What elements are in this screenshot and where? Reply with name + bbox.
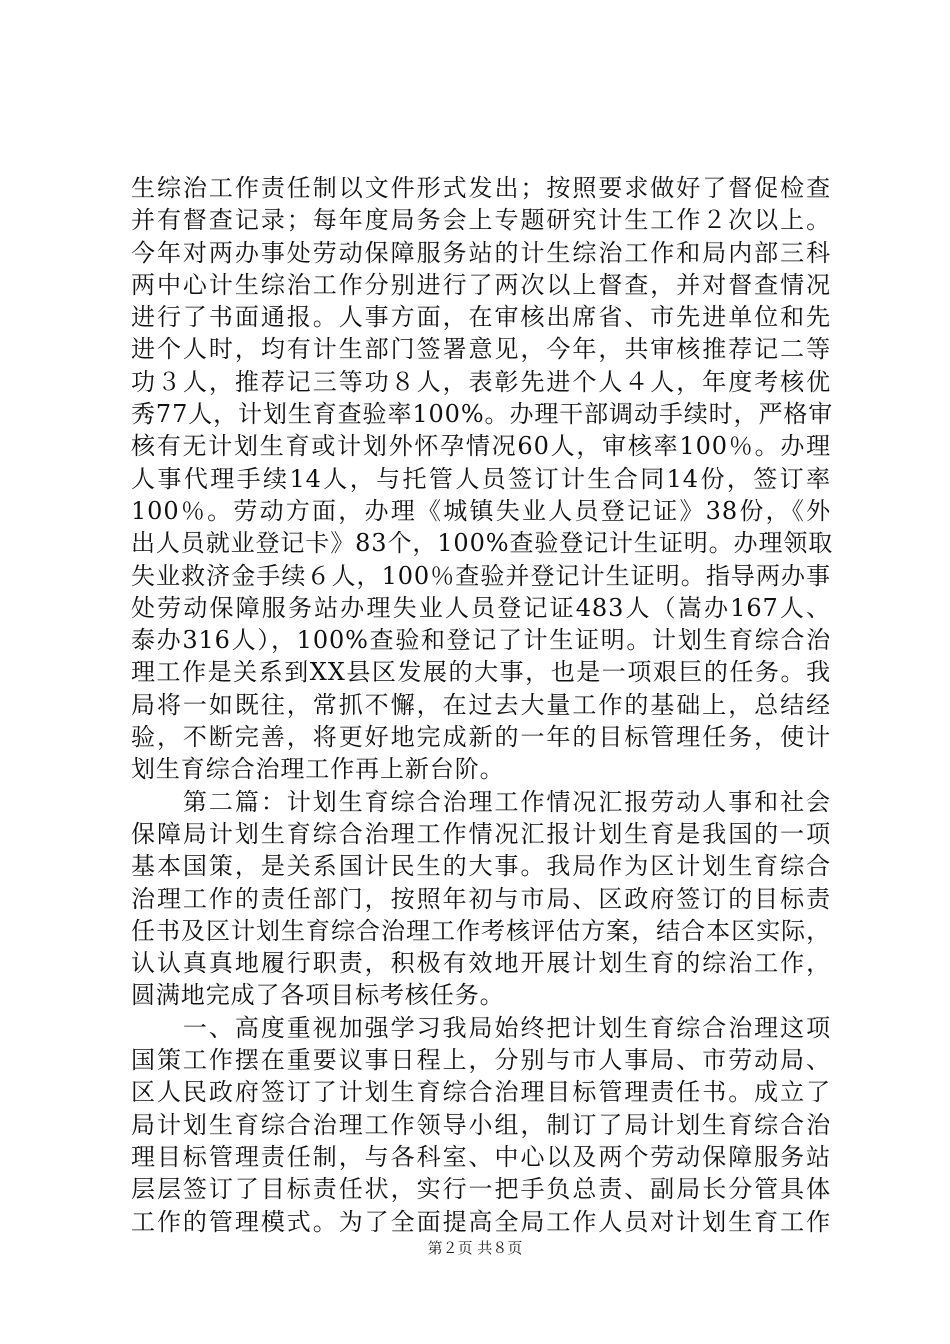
text-line: 两中心计生综治工作分别进行了两次以上督查，并对督查情况 xyxy=(131,270,831,299)
text-line: 基本国策，是关系国计民生的大事。我局作为区计划生育综合 xyxy=(131,852,831,881)
text-line: 任书及区计划生育综合治理工作考核评估方案，结合本区实际， xyxy=(131,916,831,945)
text-line: 工作的管理模式。为了全面提高全局工作人员对计划生育工作 xyxy=(131,1207,831,1236)
text-line: 认认真真地履行职责，积极有效地开展计划生育的综治工作， xyxy=(131,949,831,978)
text-line: 人事代理手续14人，与托管人员签订计生合同14份，签订率 xyxy=(131,464,831,493)
text-line: 层层签订了目标责任状，实行一把手负总责、副局长分管具体 xyxy=(131,1175,831,1204)
text-line: 处劳动保障服务站办理失业人员登记证483人（嵩办167人、 xyxy=(131,593,831,622)
text-line: 一、高度重视加强学习我局始终把计划生育综合治理这项 xyxy=(131,1013,831,1042)
text-line: 秀77人，计划生育查验率100%。办理干部调动手续时，严格审 xyxy=(131,400,834,429)
text-line: 局将一如既往，常抓不懈，在过去大量工作的基础上，总结经 xyxy=(131,690,831,719)
text-line: 进个人时，均有计生部门签署意见，今年，共审核推荐记二等 xyxy=(131,335,831,364)
text-line: 功３人，推荐记三等功８人，表彰先进个人４人，年度考核优 xyxy=(131,367,831,396)
text-line: 理工作是关系到XX县区发展的大事，也是一项艰巨的任务。我 xyxy=(131,658,831,687)
text-line: 今年对两办事处劳动保障服务站的计生综治工作和局内部三科 xyxy=(131,238,831,267)
text-line: 理目标管理责任制，与各科室、中心以及两个劳动保障服务站 xyxy=(131,1142,831,1171)
text-line: 100％。劳动方面，办理《城镇失业人员登记证》38份，《外 xyxy=(131,496,831,525)
text-line: 出人员就业登记卡》83个，100%查验登记计生证明。办理领取 xyxy=(131,529,834,558)
text-line: 第二篇：计划生育综合治理工作情况汇报劳动人事和社会 xyxy=(131,787,831,816)
text-line: 生综治工作责任制以文件形式发出；按照要求做好了督促检查 xyxy=(131,174,831,202)
text-line: 圆满地完成了各项目标考核任务。 xyxy=(131,981,505,1010)
text-line: 并有督查记录；每年度局务会上专题研究计生工作２次以上。 xyxy=(131,206,831,235)
text-line: 泰办316人），100%查验和登记了计生证明。计划生育综合治 xyxy=(131,626,831,655)
text-line: 保障局计划生育综合治理工作情况汇报计划生育是我国的一项 xyxy=(131,819,831,848)
page-footer: 第２页 共８页 xyxy=(427,1239,523,1257)
text-line: 核有无计划生育或计划外怀孕情况60人，审核率100％。办理 xyxy=(131,432,831,461)
document-body xyxy=(131,172,834,1238)
text-line: 区人民政府签订了计划生育综合治理目标管理责任书。成立了 xyxy=(131,1078,831,1107)
text-line: 局计划生育综合治理工作领导小组，制订了局计划生育综合治 xyxy=(131,1110,831,1139)
text-line: 国策工作摆在重要议事日程上，分别与市人事局、市劳动局、 xyxy=(131,1046,831,1075)
text-line: 进行了书面通报。人事方面，在审核出席省、市先进单位和先 xyxy=(131,303,831,332)
text-line: 治理工作的责任部门，按照年初与市局、区政府签订的目标责 xyxy=(131,884,831,913)
text-line: 失业救济金手续６人，100％查验并登记计生证明。指导两办事 xyxy=(131,561,831,590)
text-line: 验，不断完善，将更好地完成新的一年的目标管理任务，使计 xyxy=(131,723,831,752)
text-line: 划生育综合治理工作再上新台阶。 xyxy=(131,755,505,784)
